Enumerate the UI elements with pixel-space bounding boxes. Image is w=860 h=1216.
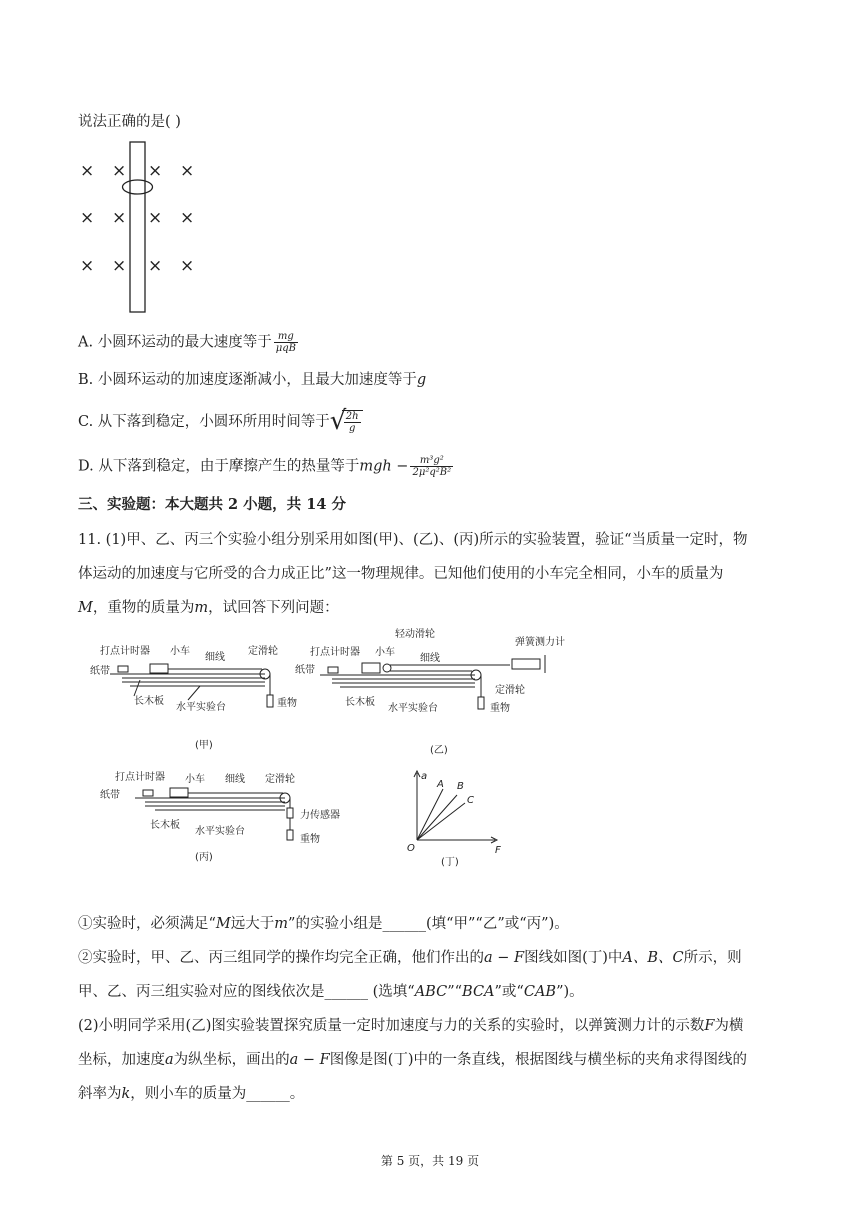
svg-text:长木板: 长木板 <box>134 696 164 707</box>
q11-line1: 11. (1)甲、乙、丙三个实验小组分别采用如图(甲)、(乙)、(丙)所示的实验装置，验证“当质量一定时，物 <box>78 532 748 548</box>
field-mark: × <box>148 256 163 276</box>
svg-text:纸带: 纸带 <box>90 666 110 677</box>
field-mark: × <box>80 161 95 181</box>
option-d: D. 从下落到稳定，由于摩擦产生的热量等于mgh − $\frac{\text{m³g²}}{\text{2μ²q²B²}}$ <box>78 455 452 478</box>
page-footer: 第 5 页，共 19 页 <box>380 1154 480 1168</box>
small-ring <box>123 180 153 194</box>
field-mark: × <box>80 256 95 276</box>
svg-text:定滑轮: 定滑轮 <box>265 774 295 785</box>
svg-text:重物: 重物 <box>490 703 510 714</box>
section-header: 三、实验题：本大题共 2 小题，共 14 分 <box>78 496 346 513</box>
figure-yi <box>290 625 570 760</box>
sub1: ①实验时，必须满足“M远大于m”的实验小组是______(填“甲”“乙”或“丙”)。 <box>78 916 569 932</box>
q2-line1: (2)小明同学采用(乙)图实验装置探究质量一定时加速度与力的关系的实验时，以弹簧测力计的示数F为横 <box>78 1018 744 1034</box>
option-c: C. 从下落到稳定，小圆环所用时间等于 √ $\frac{2h}{g}$ <box>78 410 363 434</box>
field-mark: × <box>80 208 95 228</box>
svg-text:水平实验台: 水平实验台 <box>388 703 438 714</box>
svg-text:轻动滑轮: 轻动滑轮 <box>395 629 435 640</box>
sub2-line1: ②实验时，甲、乙、丙三组同学的操作均完全正确，他们作出的a − F图线如图(丁)中A、B、C所示，则 <box>78 950 742 966</box>
field-mark: × <box>180 208 195 228</box>
svg-text:(乙): (乙) <box>430 745 448 756</box>
svg-text:细线: 细线 <box>420 653 440 664</box>
svg-text:(甲): (甲) <box>195 740 213 751</box>
magnetic-field-diagram <box>70 140 210 315</box>
q2-line2: 坐标，加速度a为纵坐标，画出的a − F图像是图(丁)中的一条直线，根据图线与横坐标的夹角求得图线的 <box>78 1052 748 1068</box>
figure-jia <box>90 640 320 760</box>
svg-text:细线: 细线 <box>225 774 245 785</box>
question-intro: 说法正确的是( ) <box>78 114 181 130</box>
svg-text:(丙): (丙) <box>195 852 213 863</box>
field-mark: × <box>180 161 195 181</box>
field-mark: × <box>148 161 163 181</box>
svg-text:重物: 重物 <box>277 698 297 709</box>
svg-text:定滑轮: 定滑轮 <box>248 646 278 657</box>
field-mark: × <box>180 256 195 276</box>
svg-text:打点计时器: 打点计时器 <box>100 646 150 657</box>
sqrt-symbol: √ $\frac{2h}{g}$ <box>330 410 363 434</box>
figure-ding-graph <box>395 765 515 870</box>
field-mark: × <box>112 256 127 276</box>
sub2-line2: 甲、乙、丙三组实验对应的图线依次是______ (选填“ABC”“BCA”或“CAB”)。 <box>78 984 584 1000</box>
field-mark: × <box>148 208 163 228</box>
svg-text:(丁): (丁) <box>441 857 459 868</box>
svg-text:小车: 小车 <box>375 647 395 658</box>
svg-text:打点计时器: 打点计时器 <box>310 647 360 658</box>
q11-line2: 体运动的加速度与它所受的合力成正比”这一物理规律。已知他们使用的小车完全相同，小车的质量为 <box>78 566 724 582</box>
svg-text:C: C <box>467 795 474 806</box>
svg-text:纸带: 纸带 <box>100 790 120 801</box>
vertical-rod <box>130 142 145 312</box>
q2-line3: 斜率为k，则小车的质量为______。 <box>78 1086 305 1102</box>
option-a: A. 小圆环运动的最大速度等于 $\frac{mg}{\text{μqB}}$ <box>78 331 296 354</box>
svg-text:a: a <box>421 771 428 782</box>
svg-text:水平实验台: 水平实验台 <box>176 702 226 713</box>
svg-text:长木板: 长木板 <box>345 697 375 708</box>
q11-line3: M，重物的质量为m，试回答下列问题： <box>78 600 339 616</box>
field-mark: × <box>112 208 127 228</box>
option-b: B. 小圆环运动的加速度逐渐减小，且最大加速度等于g <box>78 372 427 388</box>
svg-text:B: B <box>457 781 464 792</box>
svg-text:小车: 小车 <box>185 774 205 785</box>
svg-text:A: A <box>437 779 444 790</box>
svg-text:F: F <box>495 845 501 856</box>
svg-text:弹簧测力计: 弹簧测力计 <box>515 637 565 648</box>
line-c <box>417 803 465 840</box>
svg-text:重物: 重物 <box>300 834 320 845</box>
svg-text:打点计时器: 打点计时器 <box>115 772 165 783</box>
svg-text:水平实验台: 水平实验台 <box>195 826 245 837</box>
svg-text:力传感器: 力传感器 <box>300 810 340 821</box>
field-mark: × <box>112 161 127 181</box>
figure-bing <box>95 768 365 868</box>
svg-text:细线: 细线 <box>205 652 225 663</box>
svg-text:纸带: 纸带 <box>295 665 315 676</box>
svg-text:长木板: 长木板 <box>150 820 180 831</box>
svg-text:小车: 小车 <box>170 646 190 657</box>
svg-text:定滑轮: 定滑轮 <box>495 685 525 696</box>
svg-text:O: O <box>407 843 415 854</box>
